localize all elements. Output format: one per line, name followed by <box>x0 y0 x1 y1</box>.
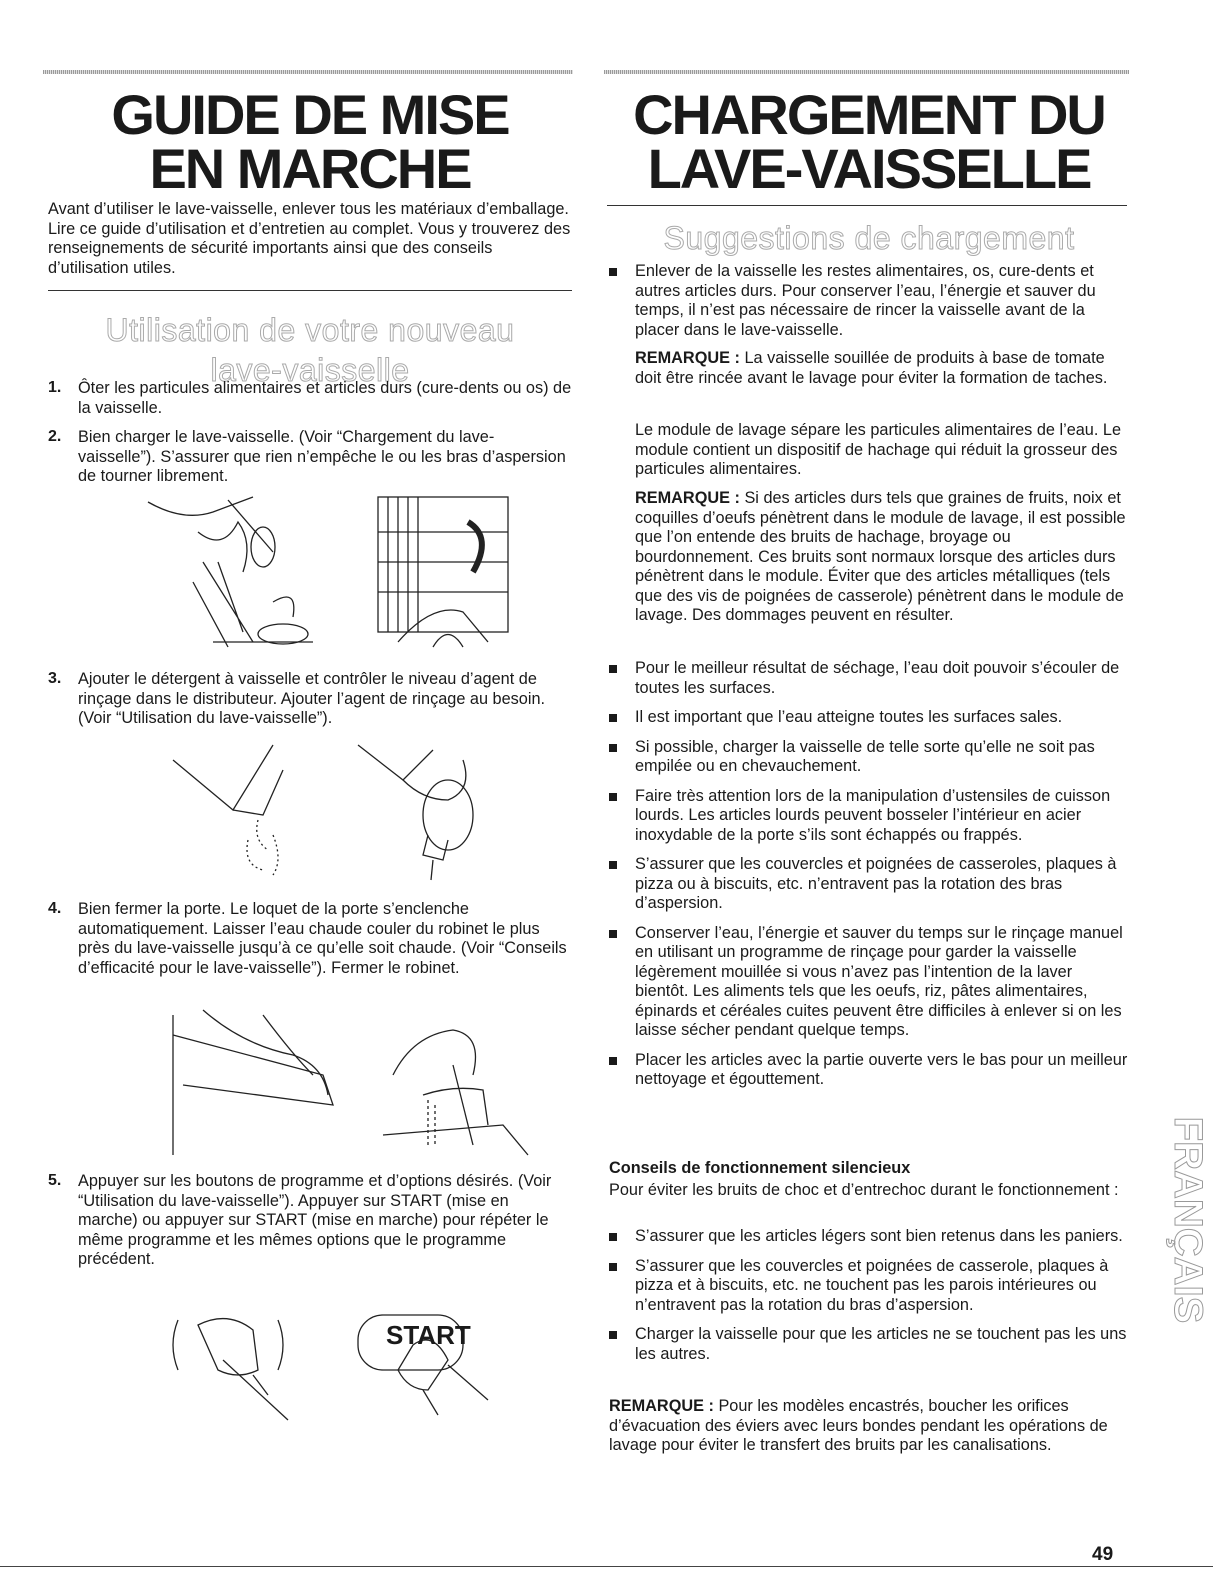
bullet-icon <box>609 744 617 752</box>
note-label: REMARQUE : <box>635 489 740 507</box>
list-item <box>609 1257 1129 1316</box>
intro-paragraph: Avant d’utiliser le lave-vaisselle, enlever tous les matériaux d’emballage. Lire ce guide d’utilisation et d’entretien au complet. Vous y trouverez des renseignements de sécurité importants ainsi que des conseils d’utilisation utiles. <box>48 200 571 277</box>
note-2 <box>635 489 1129 626</box>
bullet-icon <box>609 1331 617 1339</box>
list-item-text: S’assurer que les couvercles et poignées de casserole, plaques à pizza et à biscuits, etc. ne touchent pas les parois intérieures ou n’entravent pas la rotation du bras d’aspersion. <box>635 1256 1109 1314</box>
step-number: 4. <box>48 900 62 917</box>
list-item <box>609 1051 1129 1090</box>
list-item-text: S’assurer que les articles légers sont bien retenus dans les paniers. <box>635 1227 1123 1245</box>
top-decorative-bar <box>43 70 573 74</box>
start-button: START <box>386 1320 471 1350</box>
top-decorative-bar <box>604 70 1129 74</box>
list-item <box>609 738 1129 777</box>
page-number: 49 <box>1092 1544 1114 1565</box>
note-text: La vaisselle souillée de produits à base de tomate doit être rincée avant le lavage pour éviter la formation de taches. <box>635 349 1108 387</box>
list-item-text: Enlever de la vaisselle les restes alimentaires, os, cure-dents et autres articles durs. Pour conserver l’eau, l’énergie et sauver du temps, il n’est pas nécessaire de rincer la vaisselle avant de la placer dans le lave-vaisselle. <box>635 262 1096 339</box>
quiet-heading: Conseils de fonctionnement silencieux <box>609 1159 911 1177</box>
step-number: 3. <box>48 670 62 687</box>
step-1 <box>48 379 572 418</box>
bullet-icon <box>609 861 617 869</box>
note-label: REMARQUE : <box>635 349 740 367</box>
bullet-icon <box>609 714 617 722</box>
note-3 <box>609 1397 1129 1456</box>
right-title-line2: LAVE-VAISSELLE <box>647 137 1091 200</box>
step-text: Bien fermer la porte. Le loquet de la porte s’enclenche automatiquement. Laisser l’eau chaude couler du robinet le plus près du lave-vaisselle jusqu’à ce qu’elle soit chaude. (Voir “Conseils d’efficacité pour le lave-vaisselle”). Fermer le robinet. <box>78 900 567 977</box>
bullet-icon <box>609 1233 617 1241</box>
quiet-intro: Pour éviter les bruits de choc et d’entrechoc durant le fonctionnement : <box>609 1181 1119 1199</box>
list-item <box>609 659 1129 698</box>
step-2 <box>48 428 572 487</box>
bullet-icon <box>609 930 617 938</box>
left-title-line1: GUIDE DE MISE <box>111 83 509 146</box>
list-item <box>609 1227 1129 1247</box>
step-text: Appuyer sur les boutons de programme et d’options désirés. (Voir “Utilisation du lave-vaisselle”). Appuyer sur START (mise en marche) ou appuyer sur START (mise en marche) pour répéter le même programme et les mêmes options que le programme précédent. <box>78 1172 552 1268</box>
door-faucet-illustration <box>153 1005 533 1155</box>
step-number: 1. <box>48 379 62 396</box>
list-item-text: Pour le meilleur résultat de séchage, l’eau doit pouvoir s’écouler de toutes les surfaces. <box>635 659 1120 697</box>
button-press-illustration <box>158 1300 478 1420</box>
bullet-icon <box>609 1263 617 1271</box>
bullet-icon <box>609 793 617 801</box>
left-section-title <box>48 310 572 390</box>
section-divider <box>48 290 572 291</box>
list-item <box>609 787 1129 846</box>
detergent-illustration <box>173 740 503 885</box>
left-title-line2: EN MARCHE <box>149 137 471 200</box>
list-item <box>609 855 1129 914</box>
bottom-rule <box>0 1566 1213 1567</box>
left-page-title <box>48 83 572 200</box>
list-item-text: Si possible, charger la vaisselle de telle sorte qu’elle ne soit pas empilée ou en chevauchement. <box>635 737 1095 775</box>
step-text: Bien charger le lave-vaisselle. (Voir “Chargement du lave-vaisselle”). S’assurer que rien n’empêche le ou les bras d’aspersion de tourner librement. <box>78 428 566 485</box>
list-item-text: Placer les articles avec la partie ouverte vers le bas pour un meilleur nettoyage et égouttement. <box>635 1050 1128 1088</box>
list-item-text: Charger la vaisselle pour que les articles ne se touchent pas les uns les autres. <box>635 1325 1127 1363</box>
list-item <box>609 1325 1129 1364</box>
dish-scraping-illustration <box>143 492 523 652</box>
list-item-text: Conserver l’eau, l’énergie et sauver du temps sur le rinçage manuel en utilisant un programme de rinçage pour garder la vaisselle légèrement mouillée si vous n’avez pas l’intention de la laver bientôt. Les aliments tels que les oeufs, riz, pâtes alimentaires, épinards et céréales cuites peuvent être difficiles à enlever si on les laisse sécher pendant quelque temps. <box>635 923 1123 1039</box>
bullet-icon <box>609 268 617 276</box>
step-number: 5. <box>48 1172 62 1189</box>
right-page-title <box>609 83 1129 200</box>
list-item-text: S’assurer que les couvercles et poignées de casseroles, plaques à pizza ou à biscuits, etc. n’entravent pas la rotation des bras d’aspersion. <box>635 855 1117 912</box>
right-section-title: Suggestions de chargement <box>663 220 1075 256</box>
module-paragraph: Le module de lavage sépare les particules alimentaires de l’eau. Le module contient un dispositif de hachage qui réduit la grosseur des particules alimentaires. <box>635 421 1122 478</box>
bullet-icon <box>609 665 617 673</box>
note-text: Pour les modèles encastrés, boucher les orifices d’évacuation des éviers avec leurs bondes pendant les opérations de lavage pour éviter le transfert des bruits par les canalisations. <box>609 1397 1108 1454</box>
step-text: Ôter les particules alimentaires et articles durs (cure-dents ou os) de la vaisselle. <box>78 379 572 417</box>
section-divider <box>607 205 1127 206</box>
list-item <box>609 924 1129 1041</box>
step-5 <box>48 1172 572 1270</box>
side-tab-label: FRANÇAIS <box>1166 1116 1210 1324</box>
loading-tips-list-2 <box>609 659 1129 1100</box>
list-item-text: Faire très attention lors de la manipulation d’ustensiles de cuisson lourds. Les articles lourds peuvent bosseler l’intérieur en acier inoxydable de la porte s’ils sont échappés ou frappés. <box>635 786 1111 844</box>
step-text: Ajouter le détergent à vaisselle et contrôler le niveau d’agent de rinçage dans le distributeur. Ajouter l’agent de rinçage au besoin. (Voir “Utilisation du lave-vaisselle”). <box>78 670 546 727</box>
right-title-line1: CHARGEMENT DU <box>633 83 1105 146</box>
loading-tips-list <box>609 262 1129 350</box>
section-title-line2: lave-vaisselle <box>210 352 410 388</box>
section-title-line1: Utilisation de votre nouveau <box>105 312 515 348</box>
note-label: REMARQUE : <box>609 1397 714 1415</box>
list-item <box>609 262 1129 340</box>
step-3 <box>48 670 572 729</box>
note-1 <box>635 349 1129 388</box>
language-side-tab <box>1150 1085 1210 1355</box>
bullet-icon <box>609 1057 617 1065</box>
list-item-text: Il est important que l’eau atteigne toutes les surfaces sales. <box>635 708 1063 726</box>
step-number: 2. <box>48 428 62 445</box>
step-4 <box>48 900 572 978</box>
quiet-tips-list <box>609 1227 1129 1374</box>
list-item <box>609 708 1129 728</box>
note-text: Si des articles durs tels que graines de fruits, noix et coquilles d’oeufs pénètrent dans le module de lavage, il est possible que l’on entende des bruits de hachage, broyage ou bourdonnement. Ces bruits sont normaux lorsque des articles durs pénètrent dans le module. Éviter que des articles métalliques (tels que des vis de poignées de casserole) pénètrent dans le module de lavage. Des dommages peuvent en résulter. <box>635 489 1126 624</box>
